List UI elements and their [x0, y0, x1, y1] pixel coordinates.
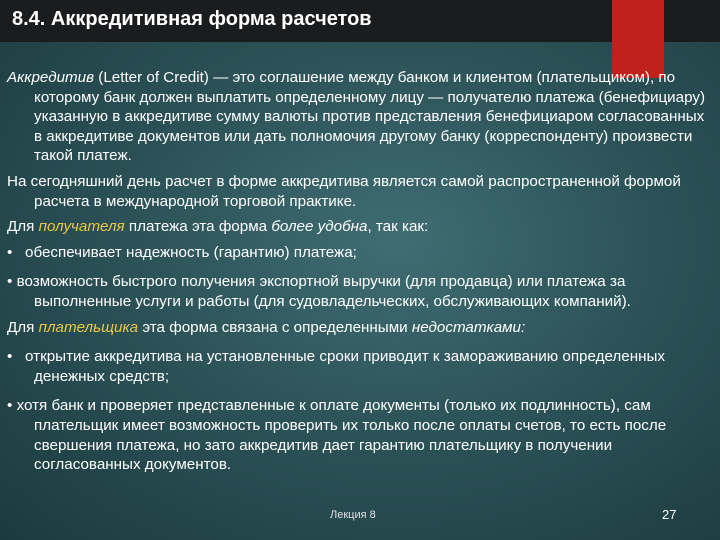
bullet-marker: •	[7, 397, 13, 415]
paragraph-receiver-intro: Для получателя платежа эта форма более удобна, так как:	[7, 218, 429, 236]
paragraph-definition	[7, 68, 713, 166]
bullet-marker: •	[7, 273, 13, 291]
bullet-frozen-funds: • открытие аккредитива на установленные сроки приводит к замораживанию определенных денежных средств;	[7, 348, 666, 385]
bullet-marker: •	[7, 243, 13, 261]
footer-lecture-label: Лекция 8	[330, 509, 376, 521]
bullet-reliability: • обеспечивает надежность (гарантию) платежа;	[7, 243, 357, 261]
bullet-fast-proceeds: • возможность быстрого получения экспортной выручки (для продавца) или платежа за выполненные услуги и работы (для судовладельческих, обслуживающих компаний).	[7, 273, 631, 310]
highlight-payer: плательщика	[38, 318, 139, 336]
slide-content	[7, 68, 713, 481]
emphasis-disadvantages: недостатками:	[411, 318, 526, 336]
highlight-receiver: получателя	[38, 218, 125, 236]
term-accreditive: Аккредитив	[7, 69, 95, 86]
paragraph-payer-intro: Для плательщика эта форма связана с определенными недостатками:	[7, 318, 526, 336]
paragraph-current-usage: На сегодняшний день расчет в форме аккредитива является самой распространенной формой расчета в международной торговой практике.	[7, 172, 681, 210]
emphasis-more-convenient: более удобна	[271, 218, 368, 236]
red-accent-block	[612, 0, 664, 78]
definition-text: (Letter of Credit) — это соглашение между банком и клиентом (плательщиком), по которому банк должен выплатить определенному лицу — получателю платежа (бенефициару) указанную в аккредитиве сумму валюты против представления бенефициаром согласованных в аккредитиве документов или дать полномочия другому банку (корреспонденту) произвести такой платеж.	[34, 69, 706, 165]
page-number: 27	[662, 507, 677, 522]
bullet-document-check: • хотя банк и проверяет представленные к оплате документы (только их подлинность), сам плательщик имеет возможность проверить их только после оплаты счетов, то есть после свершения платежа, но зато аккредитив дает гарантию плательщику в получении согласованных документов.	[7, 397, 667, 474]
bullet-marker: •	[7, 348, 13, 366]
slide-title: 8.4. Аккредитивная форма расчетов	[12, 8, 372, 30]
